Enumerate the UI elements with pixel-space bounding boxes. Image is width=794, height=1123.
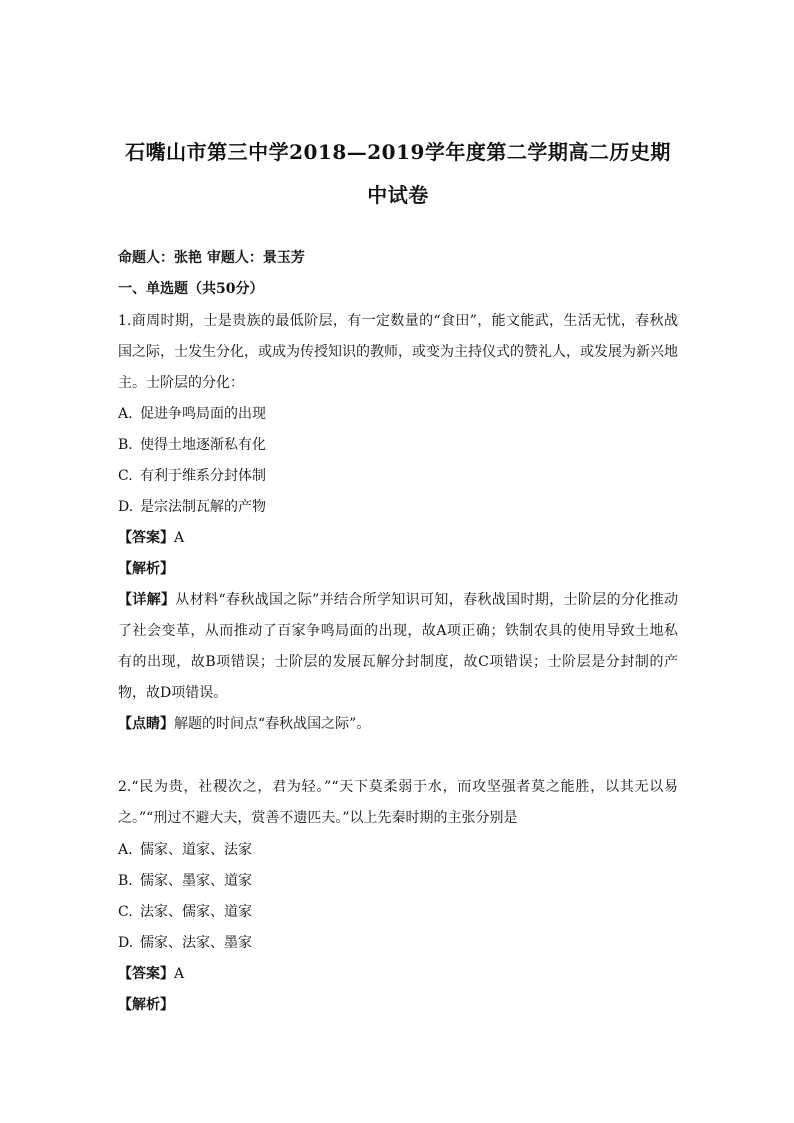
option-letter: A.: [118, 406, 133, 422]
q2-analysis: [118, 995, 678, 1015]
option-text: 有利于维系分封体制: [140, 468, 266, 484]
option-text: 法家、儒家、道家: [140, 904, 252, 920]
option-letter: B.: [118, 437, 133, 453]
authors-line: 命题人：张艳 审题人：景玉芳: [118, 250, 305, 266]
answer-tag: 【答案】: [118, 966, 174, 982]
q1-analysis: [118, 559, 678, 579]
q2-option-d: [118, 933, 678, 953]
option-letter: D.: [118, 499, 134, 515]
q1-detail-line: [118, 590, 678, 610]
option-text: 儒家、法家、墨家: [140, 935, 252, 951]
q1-detail-line: 了社会变革，从而推动了百家争鸣局面的出现，故A项正确；铁制农具的使用导致土地私: [118, 623, 678, 639]
q1-stem-line: 主。士阶层的分化：: [118, 375, 244, 391]
q2-stem-line: 2.“民为贵，社稷次之，君为轻。”“天下莫柔弱于水，而攻坚强者莫之能胜，以其无以易: [118, 779, 678, 795]
answer-tag: 【答案】: [118, 530, 174, 546]
detail-text: 从材料“春秋战国之际”并结合所学知识可知，春秋战国时期，士阶层的分化推动: [175, 592, 679, 608]
q2-stem-line: 之。”“刑过不避大夫，赏善不遗匹夫。”以上先秦时期的主张分别是: [118, 810, 518, 826]
q1-detail-line: 物，故D项错误。: [118, 685, 228, 701]
option-letter: C.: [118, 904, 133, 920]
option-text: 是宗法制瓦解的产物: [140, 499, 266, 515]
q2-answer: [118, 964, 678, 984]
option-text: 儒家、道家、法家: [140, 842, 252, 858]
q1-option-d: [118, 497, 678, 517]
exam-title-line2: 中试卷: [367, 183, 429, 207]
note-text: 解题的时间点“春秋战国之际”。: [174, 716, 371, 732]
q1-stem-line: 1.商周时期，士是贵族的最低阶层，有一定数量的“食田”，能文能武，生活无忧，春秋战: [118, 313, 678, 329]
option-letter: D.: [118, 935, 134, 951]
option-text: 儒家、墨家、道家: [140, 873, 252, 889]
analysis-tag: 【解析】: [118, 561, 174, 577]
option-letter: C.: [118, 468, 133, 484]
q1-answer: [118, 528, 678, 548]
q1-detail-line: 有的出现，故B项错误；士阶层的发展瓦解分封制度，故C项错误；士阶层是分封制的产: [118, 654, 678, 670]
q1-option-c: [118, 466, 678, 486]
option-letter: A.: [118, 842, 133, 858]
option-text: 促进争鸣局面的出现: [140, 406, 266, 422]
analysis-tag: 【解析】: [118, 997, 174, 1013]
option-letter: B.: [118, 873, 133, 889]
q2-option-b: [118, 871, 678, 891]
section-heading: 一、单选题（共50分）: [118, 281, 264, 297]
detail-tag: 【详解】: [118, 592, 176, 608]
q2-option-a: [118, 840, 678, 860]
q1-note: [118, 714, 678, 734]
q1-stem-line: 国之际，士发生分化，或成为传授知识的教师，或变为主持仪式的赞礼人，或发展为新兴地: [118, 344, 678, 360]
q1-option-a: [118, 404, 678, 424]
exam-title-line1: 石嘴山市第三中学2018—2019学年度第二学期高二历史期: [125, 140, 671, 164]
answer-value: A: [174, 966, 185, 982]
note-tag: 【点睛】: [118, 716, 174, 732]
q2-option-c: [118, 902, 678, 922]
q1-option-b: [118, 435, 678, 455]
answer-value: A: [174, 530, 185, 546]
option-text: 使得土地逐渐私有化: [140, 437, 266, 453]
